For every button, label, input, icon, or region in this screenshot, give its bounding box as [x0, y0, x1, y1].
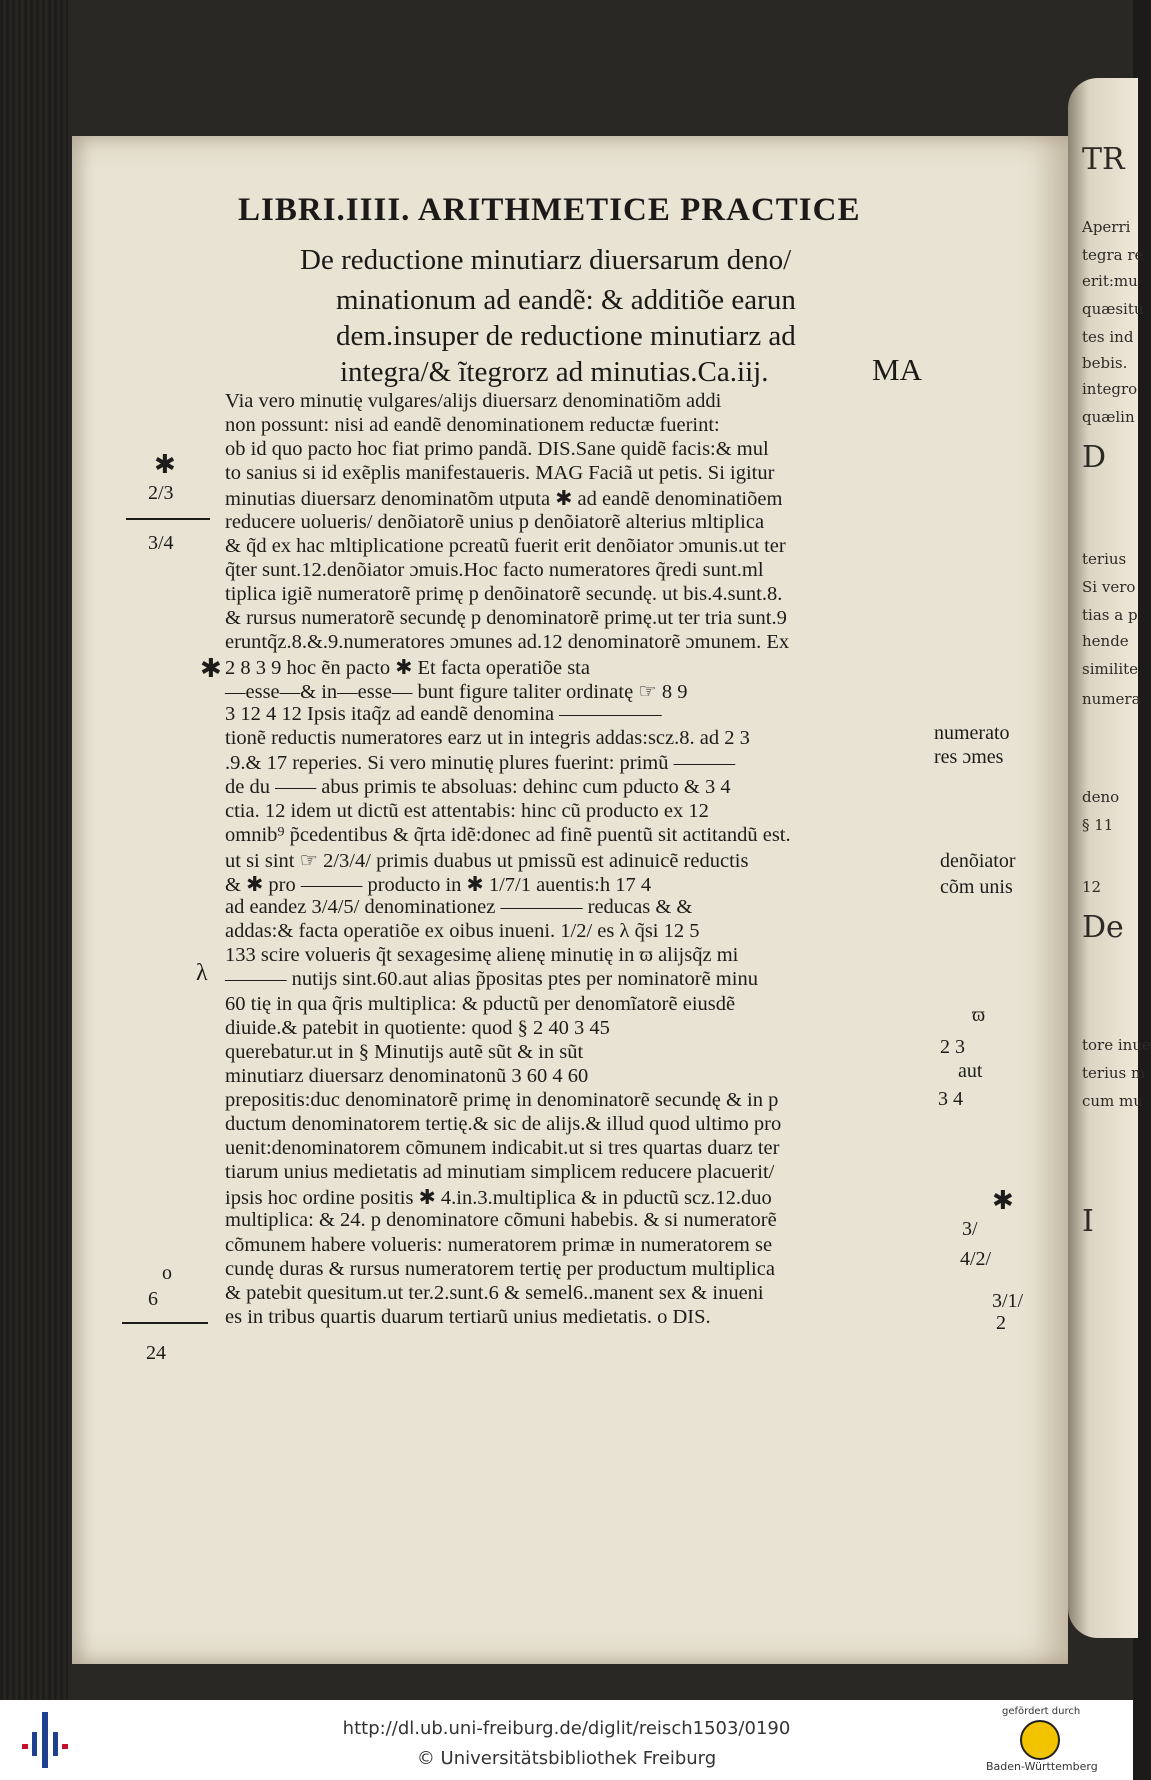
facing-page-fragment: tore inue — [1082, 1036, 1151, 1054]
facing-page-fragment: I — [1082, 1204, 1094, 1239]
body-line: & patebit quesitum.ut ter.2.sunt.6 & semel6..manent sex & inueni — [225, 1281, 764, 1304]
body-line: prepositis:duc denominatorẽ primę in denominatorẽ secundę & in p — [225, 1088, 779, 1111]
facing-page-fragment: De — [1082, 910, 1124, 945]
facing-page-fragment: § 11 — [1082, 816, 1114, 834]
margin-rule — [126, 518, 210, 520]
chapter-title-line: De reductione minutiarz diuersarum deno/ — [300, 244, 792, 276]
body-line: ut si sint ☞ 2/3/4/ primis duabus ut pmissũ est adinuicẽ reductis — [225, 849, 749, 872]
facing-page-fragment: tegra re — [1082, 246, 1144, 264]
body-line: querebatur.ut in § Minutijs autẽ sũt & in sũt — [225, 1040, 584, 1063]
chapter-title-line: minationum ad eandẽ: & additiõe earun — [336, 284, 796, 316]
body-line: ctia. 12 idem ut dictũ est attentabis: hinc cũ producto ex 12 — [225, 799, 709, 822]
speaker-label: MA — [872, 352, 922, 387]
body-line: 2 8 3 9 hoc ẽn pacto ✱ Et facta operatiõe sta — [225, 657, 590, 680]
body-line: multiplica: & 24. p denominatore cõmuni habebis. & si numeratorẽ — [225, 1209, 777, 1232]
body-line: addas:& facta operatiõe ex oibus inueni. 1/2/ es λ q̃si 12 5 — [225, 920, 700, 943]
viewer-footer — [0, 1700, 1133, 1780]
facing-page-fragment: terius — [1082, 550, 1127, 568]
body-line: ——— nutijs sint.60.aut alias p̃positas ptes per nominatorẽ minu — [225, 968, 758, 991]
facing-page-fragment: tes ind — [1082, 328, 1134, 346]
margin-note-right: denõiator — [940, 850, 1016, 872]
margin-note-right: 3/1/ — [992, 1290, 1024, 1312]
facing-page-fragment: terius m — [1082, 1064, 1146, 1082]
margin-lambda: λ — [196, 960, 208, 986]
margin-asterisk: ✱ — [200, 654, 222, 683]
margin-note-right: 3/ — [962, 1218, 978, 1240]
chapter-title-line: dem.insuper de reductione minutiarz ad — [336, 320, 796, 352]
facing-page-fragment: 12 — [1082, 878, 1102, 896]
body-line: & rursus numeratorẽ secundę p denominatorẽ primę.ut ter tria sunt.9 — [225, 606, 787, 629]
body-line: es in tribus quartis duarum tertiarũ unius medietatis. o DIS. — [225, 1305, 711, 1328]
body-line: ductum denominatorem tertię.& sic de alijs.& illud quod ultimo pro — [225, 1113, 782, 1135]
body-line: tiarum unius medietatis ad minutiam simplicem reducere placuerit/ — [225, 1161, 775, 1184]
margin-note-right: ✱ — [992, 1186, 1014, 1215]
margin-note-right: 3 4 — [938, 1088, 963, 1110]
body-line: .9.& 17 reperies. Si vero minutię plures fuerint: primũ ——— — [225, 751, 736, 774]
body-line: eruntq̃z.8.&.9.numeratores ɔmunes ad.12 denominatorẽ ɔmunem. Ex — [225, 631, 790, 653]
margin-note-right: res ɔmes — [934, 746, 1004, 768]
body-line: tiplica igiẽ numeratorẽ primę p denõinatorẽ secundę. ut bis.4.sunt.8. — [225, 582, 783, 605]
body-line: omnib⁹ p̃cedentibus & q̃rta idẽ:donec ad finẽ puentũ sit actitandũ est. — [225, 823, 791, 846]
facing-page-fragment: deno — [1082, 788, 1120, 806]
body-line: —esse—& in—esse— bunt figure taliter ordinatę ☞ 8 9 — [225, 681, 688, 704]
sponsor-label: gefördert durch — [1002, 1706, 1081, 1717]
body-line: to sanius si id exẽplis manifestaueris. MAG Faciã ut petis. Si igitur — [225, 462, 775, 485]
body-line: uenit:denominatorem cõmunem indicabit.ut si tres quartas duarz ter — [225, 1137, 780, 1160]
body-line: tionẽ reductis numeratores earz ut in integris addas:scz.8. ad 2 3 — [225, 727, 750, 750]
book-binding — [0, 0, 68, 1700]
body-line: ob id quo pacto hoc fiat primo pandã. DIS.Sane quidẽ facis:& mul — [225, 438, 769, 461]
body-line: cõmunem habere volueris: numeratorem primæ in numeratorem se — [225, 1233, 773, 1256]
body-line: 133 scire volueris q̃t sexagesimę alienę minutię in ϖ alijsq̃z mi — [225, 944, 739, 967]
margin-note-right: 2 — [996, 1312, 1006, 1334]
facing-page-fragment: numera — [1082, 690, 1141, 708]
margin-numeral: o — [162, 1262, 172, 1284]
body-line: reducere uolueris/ denõiatorẽ unius p denõiatorẽ alterius mltiplica — [225, 510, 765, 533]
body-line: Via vero minutię vulgares/alijs diuersarz denominatiõm addi — [225, 390, 722, 412]
margin-numeral: 24 — [146, 1342, 166, 1364]
margin-note-right: cõm unis — [940, 876, 1013, 898]
body-line: 60 tię in qua q̃ris multiplica: & pductũ per denomĩatorẽ eiusdẽ — [225, 992, 736, 1015]
facing-page-fragment: D — [1082, 440, 1107, 475]
body-line: & q̃d ex hac mltiplicatione pcreatũ fuerit erit denõiator ɔmunis.ut ter — [225, 534, 786, 557]
facing-page-fragment: erit:mu — [1082, 272, 1138, 290]
margin-note-right: aut — [958, 1060, 983, 1082]
permalink-url[interactable]: http://dl.ub.uni-freiburg.de/diglit/reisch1503/0190 — [342, 1718, 791, 1739]
facing-page-fragment: quæsitu — [1082, 300, 1144, 318]
body-line: & ✱ pro ——— producto in ✱ 1/7/1 auentis:h 17 4 — [225, 874, 652, 896]
body-line: diuide.& patebit in quotiente: quod § 2 40 3 45 — [225, 1016, 610, 1039]
margin-numeral: 6 — [148, 1288, 158, 1310]
margin-fraction: 3/4 — [148, 532, 174, 554]
body-line: de du —— abus primis te absoluas: dehinc cum pducto & 3 4 — [225, 775, 731, 798]
sponsor-name: Baden-Württemberg — [986, 1760, 1098, 1773]
facing-page-fragment: tias a p — [1082, 606, 1138, 624]
margin-rule — [122, 1322, 208, 1324]
facing-page-fragment: Aperri — [1082, 218, 1131, 236]
facing-page-fragment: Si vero — [1082, 578, 1136, 596]
copyright-notice: © Universitätsbibliothek Freiburg — [416, 1748, 717, 1769]
body-line: minutias diuersarz denominatõm utputa ✱ ad eandẽ denominatiõem — [225, 488, 783, 511]
margin-asterisk: ✱ — [154, 450, 176, 479]
body-line: ad eandez 3/4/5/ denominationez ———— reducas & & — [225, 896, 693, 919]
facing-page-fragment: similite — [1082, 660, 1139, 678]
margin-note-right: ϖ — [972, 1004, 986, 1026]
facing-page-fragment: bebis. — [1082, 354, 1128, 372]
sponsor-coat-of-arms — [1020, 1720, 1060, 1760]
facing-page-fragment: cum mu — [1082, 1092, 1143, 1110]
margin-note-right: numerato — [934, 722, 1010, 744]
margin-note-right: 4/2/ — [960, 1248, 992, 1270]
body-line: q̃ter sunt.12.denõiator ɔmuis.Hoc facto numeratores q̃redi sunt.ml — [225, 558, 764, 581]
facing-page-fragment: integro — [1082, 380, 1138, 398]
margin-fraction: 2/3 — [148, 482, 174, 504]
body-line: minutiarz diuersarz denominatonũ 3 60 4 60 — [225, 1064, 589, 1087]
facing-page-fragment: TR — [1082, 142, 1125, 177]
running-head: LIBRI.IIII. ARITHMETICE PRACTICE — [238, 192, 861, 228]
body-line: non possunt: nisi ad eandẽ denominationem reductæ fuerint: — [225, 414, 720, 437]
facing-page-fragment: quælin — [1082, 408, 1135, 426]
body-line: ipsis hoc ordine positis ✱ 4.in.3.multiplica & in pductũ scz.12.duo — [225, 1187, 772, 1210]
facing-page-fragment: hende — [1082, 632, 1129, 650]
chapter-title-line: integra/& ĩtegrorz ad minutias.Ca.iij. — [340, 356, 769, 388]
margin-note-right: 2 3 — [940, 1036, 965, 1058]
body-line: 3 12 4 12 Ipsis itaq̃z ad eandẽ denomina ————— — [225, 703, 662, 726]
body-line: cundę duras & rursus numeratorem tertię per productum multiplica — [225, 1257, 775, 1280]
facing-page-edge — [1068, 78, 1151, 1638]
